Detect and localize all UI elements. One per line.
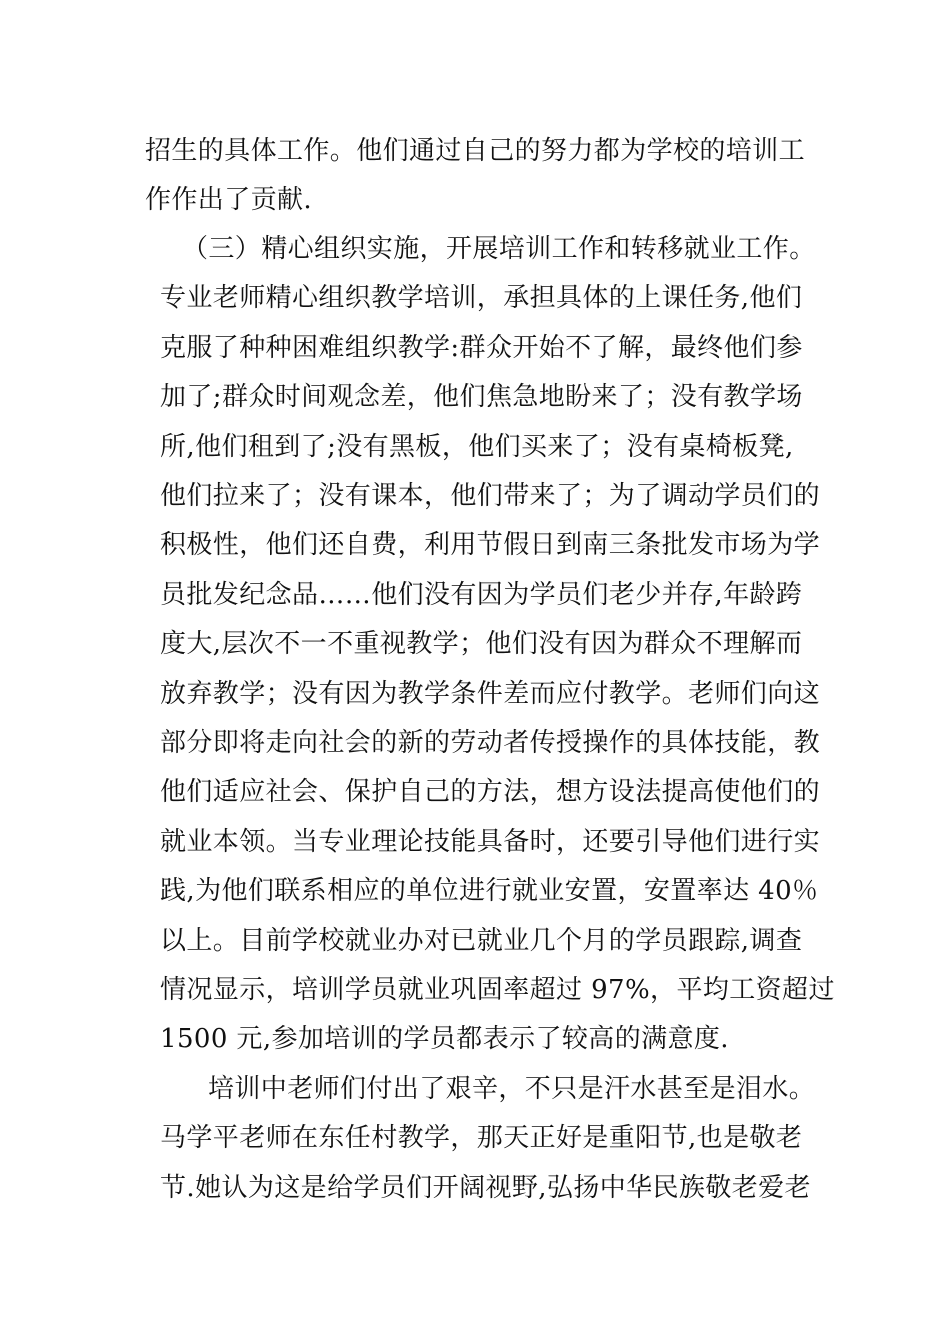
text-line: 员批发纪念品……他们没有因为学员们老少并存,年龄跨 <box>160 580 803 610</box>
text-line: 以上。目前学校就业办对已就业几个月的学员跟踪,调查 <box>160 926 803 956</box>
text-line: 情况显示，培训学员就业巩固率超过 97%，平均工资超过 <box>160 975 835 1005</box>
text-line: 克服了种种困难组织教学:群众开始不了解，最终他们参 <box>160 333 803 363</box>
text-line: 践,为他们联系相应的单位进行就业安置，安置率达 40％ <box>160 876 819 906</box>
text-line: 所,他们租到了;没有黑板，他们买来了；没有桌椅板凳, <box>160 432 794 462</box>
text-line: 招生的具体工作。他们通过自己的努力都为学校的培训工 <box>145 136 806 166</box>
text-line: 就业本领。当专业理论技能具备时，还要引导他们进行实 <box>160 827 821 857</box>
text-line: 部分即将走向社会的新的劳动者传授操作的具体技能，教 <box>160 728 821 758</box>
text-line: 专业老师精心组织教学培训，承担具体的上课任务,他们 <box>160 283 803 313</box>
section-heading: （三）精心组织实施，开展培训工作和转移就业工作。 <box>182 234 816 264</box>
text-line: 作作出了贡献. <box>145 185 313 215</box>
paragraph-first-line: 培训中老师们付出了艰辛，不只是汗水甚至是泪水。 <box>208 1074 816 1104</box>
text-line: 度大,层次不一不重视教学；他们没有因为群众不理解而 <box>160 629 803 659</box>
text-line: 马学平老师在东任村教学，那天正好是重阳节,也是敬老 <box>160 1123 803 1153</box>
text-line: 放弃教学；没有因为教学条件差而应付教学。老师们向这 <box>160 679 821 709</box>
text-line: 节.她认为这是给学员们开阔视野,弘扬中华民族敬老爱老 <box>160 1173 811 1203</box>
text-line: 他们适应社会、保护自己的方法，想方设法提高使他们的 <box>160 777 821 807</box>
text-line: 加了;群众时间观念差，他们焦急地盼来了；没有教学场 <box>160 382 803 412</box>
text-line: 积极性，他们还自费，利用节假日到南三条批发市场为学 <box>160 530 821 560</box>
text-line: 1500 元,参加培训的学员都表示了较高的满意度. <box>160 1024 729 1054</box>
text-line: 他们拉来了；没有课本，他们带来了；为了调动学员们的 <box>160 481 821 511</box>
